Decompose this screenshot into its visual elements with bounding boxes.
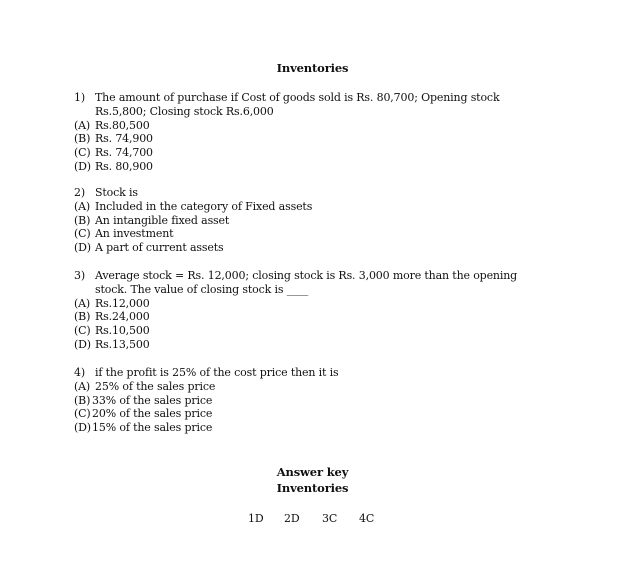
option-a: (A) Included in the category of Fixed assets (74, 199, 313, 213)
option-d: (D) Rs. 80,900 (74, 159, 153, 173)
question-text: Rs.5,800; Closing stock Rs.6,000 (95, 104, 274, 118)
option-d: (D) 15% of the sales price (74, 421, 213, 435)
answer-3: 3C (322, 512, 338, 525)
question-text: Stock is (95, 186, 138, 199)
answer-2: 2D (284, 512, 300, 525)
option-c: (C) Rs. 74,700 (74, 146, 153, 160)
answer-key-subtitle: Inventories (276, 481, 349, 495)
option-b: (B) 33% of the sales price (74, 393, 213, 407)
question-2 (74, 186, 594, 255)
option-c: (C) 20% of the sales price (74, 407, 213, 421)
option-b: (B) Rs. 74,900 (74, 132, 153, 146)
page-title: Inventories (276, 61, 349, 75)
question-text: stock. The value of closing stock is ____ (95, 282, 309, 296)
option-a: (A) 25% of the sales price (74, 379, 216, 393)
option-a: (A) Rs.12,000 (74, 296, 150, 310)
option-d: (D) Rs.13,500 (74, 337, 150, 351)
option-c: (C) An investment (74, 227, 174, 241)
question-number: 2) (74, 186, 85, 199)
question-1 (74, 91, 594, 174)
option-a: (A) Rs.80,500 (74, 118, 150, 132)
question-number: 1) (74, 91, 85, 104)
answer-4: 4C (359, 512, 375, 525)
answer-key-title: Answer key (276, 465, 349, 479)
option-c: (C) Rs.10,500 (74, 324, 150, 338)
question-number: 3) (74, 269, 85, 282)
option-d: (D) A part of current assets (74, 241, 224, 255)
question-3 (74, 269, 594, 352)
answer-1: 1D (248, 512, 264, 525)
question-text: Average stock = Rs. 12,000; closing stock is Rs. 3,000 more than the opening (95, 269, 518, 282)
question-4 (74, 366, 594, 435)
question-text: if the profit is 25% of the cost price then it is (95, 366, 339, 379)
question-text: The amount of purchase if Cost of goods sold is Rs. 80,700; Opening stock (95, 91, 500, 104)
option-b: (B) An intangible fixed asset (74, 213, 230, 227)
question-number: 4) (74, 366, 85, 379)
option-b: (B) Rs.24,000 (74, 310, 150, 324)
